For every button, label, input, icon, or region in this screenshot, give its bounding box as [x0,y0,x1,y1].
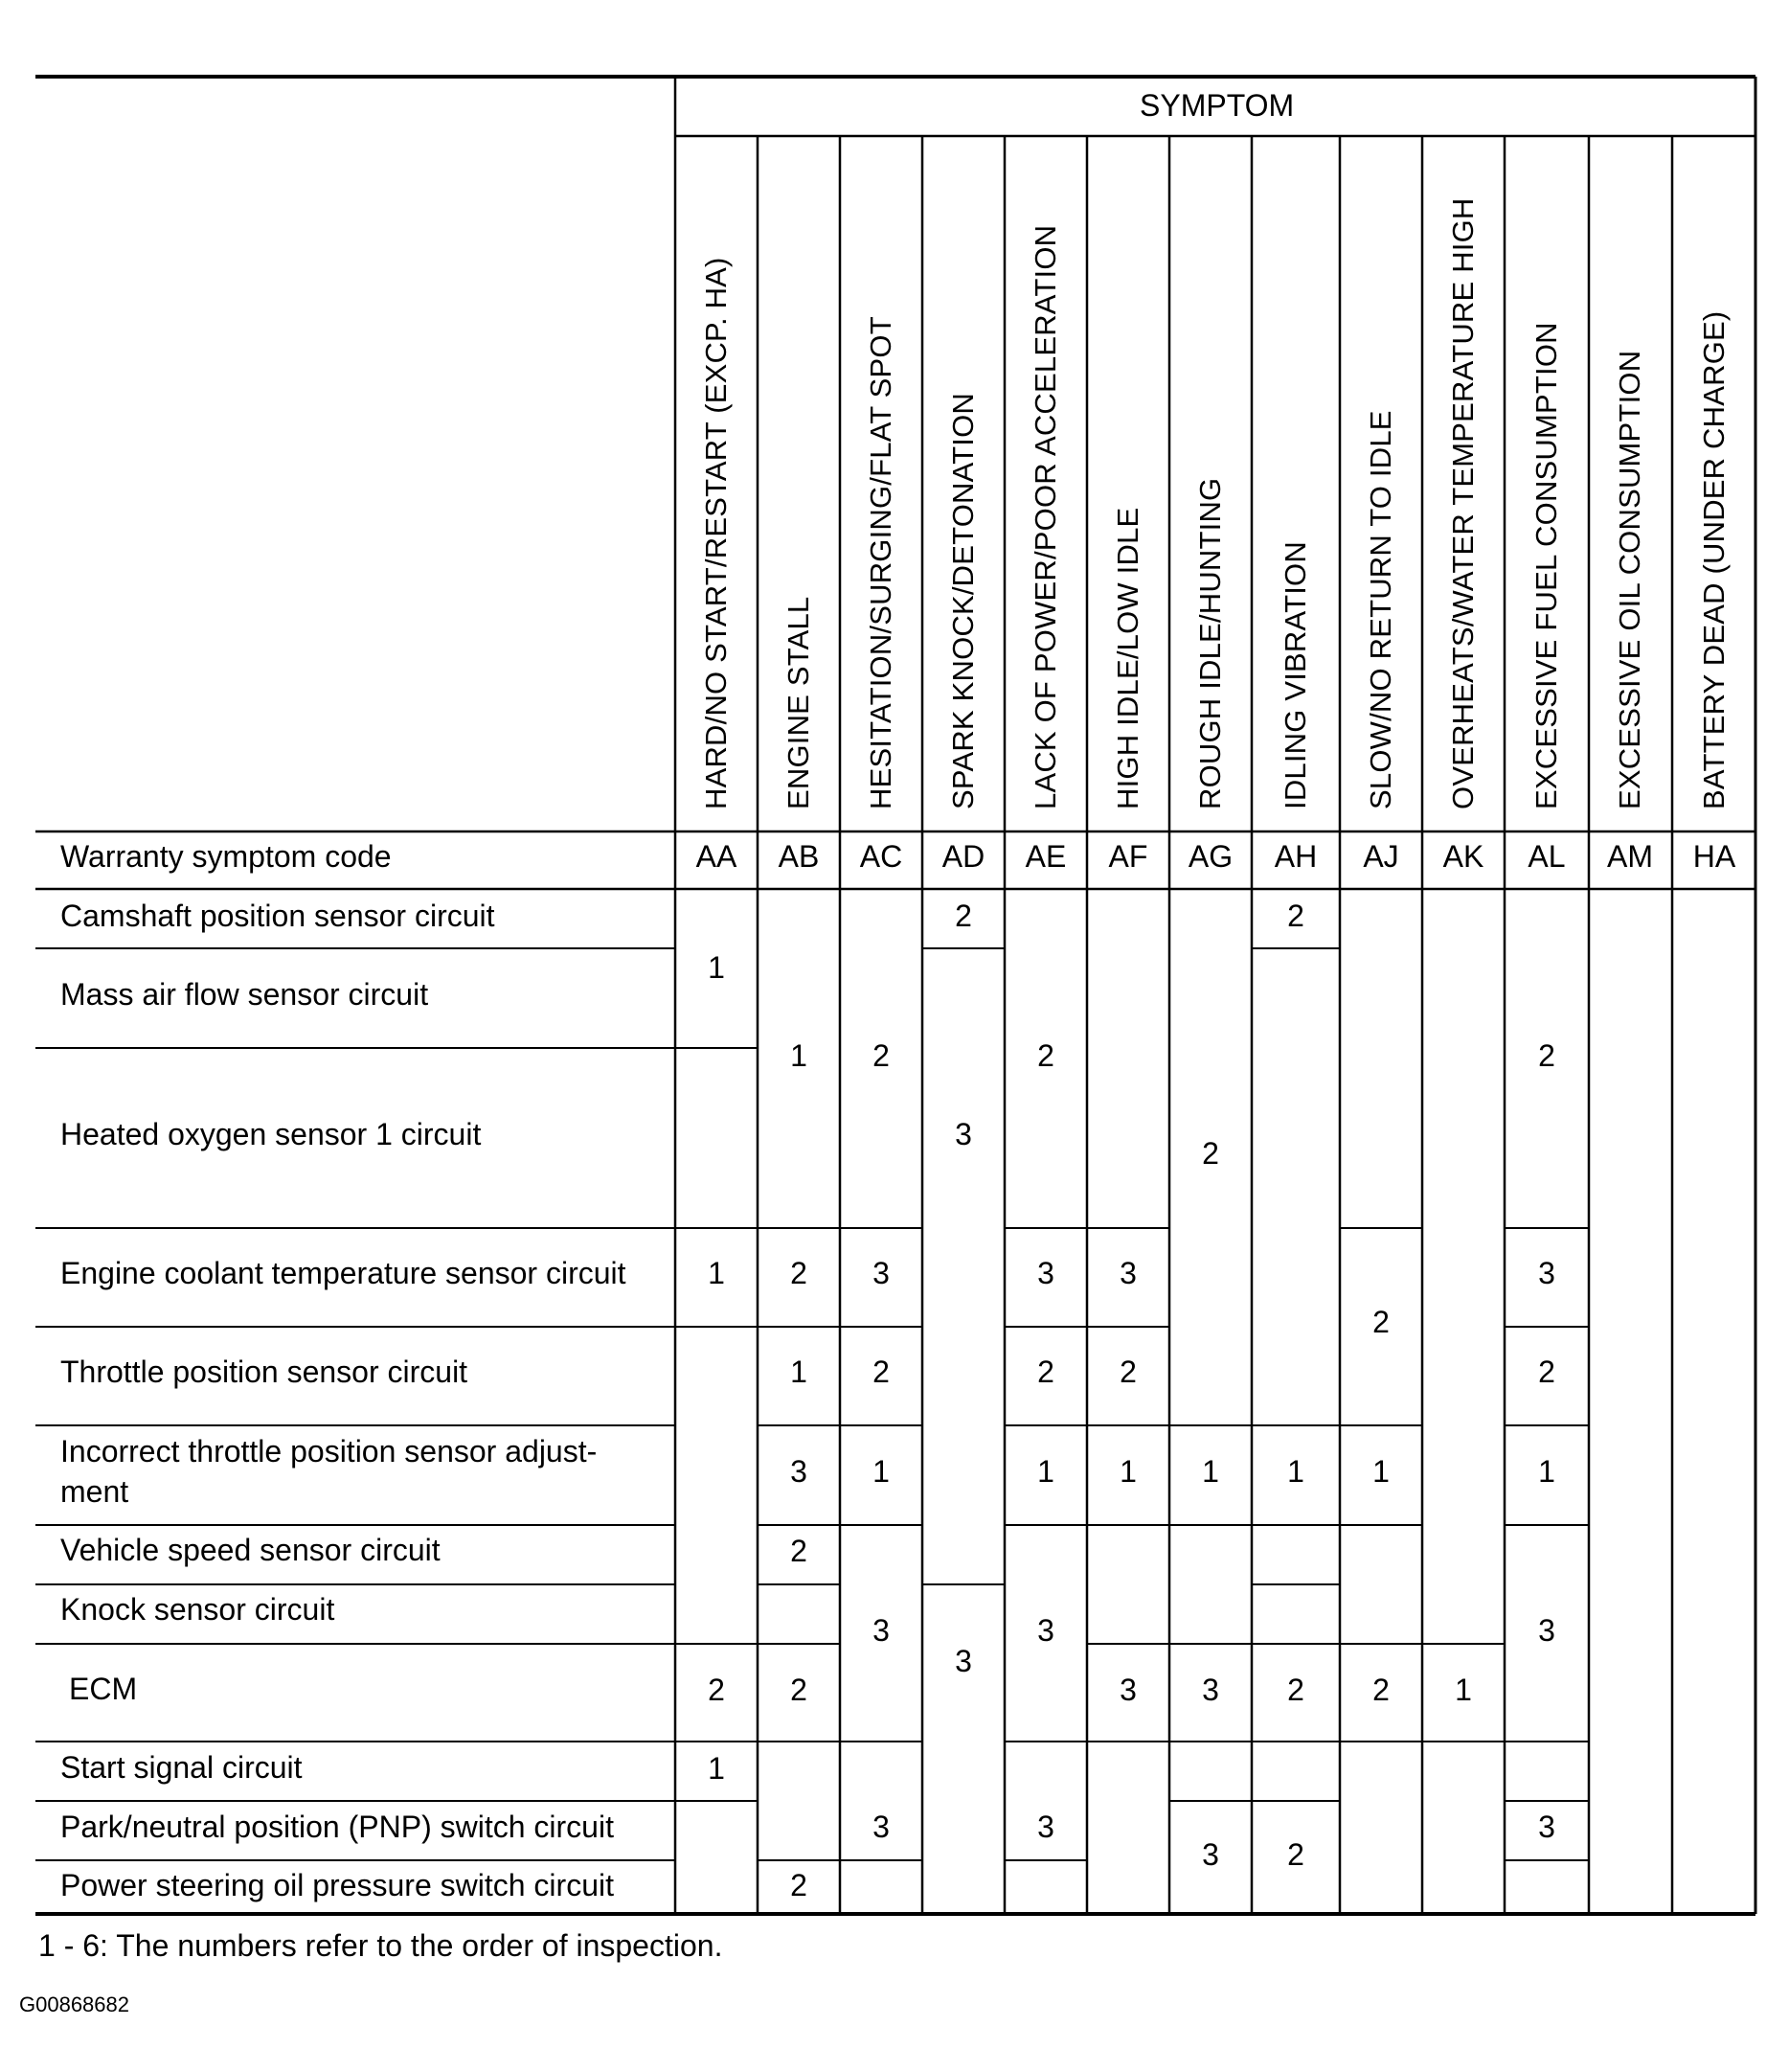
row-label-knock: Knock sensor circuit [60,1592,335,1627]
cell-value: 2 [1202,1136,1219,1171]
symptom-code: AG [1188,839,1234,874]
column-header-am: EXCESSIVE OIL CONSUMPTION [1613,350,1646,809]
cell-value: 2 [1287,899,1304,933]
cell-value: 2 [955,899,972,933]
cell-value: 2 [1037,1355,1054,1389]
cell-value: 1 [1202,1454,1219,1489]
row-label-tps: Throttle position sensor circuit [60,1355,468,1389]
symptom-code: AM [1607,839,1653,874]
cell-value: 2 [1037,1038,1054,1073]
cell-value: 2 [1120,1355,1137,1389]
row-label-vss: Vehicle speed sensor circuit [60,1533,441,1567]
row-label-camshaft: Camshaft position sensor circuit [60,899,495,933]
column-header-ah: IDLING VIBRATION [1279,541,1312,809]
cell-value: 3 [1202,1837,1219,1872]
symptom-code: AD [941,839,985,874]
cell-value: 2 [708,1673,725,1707]
cell-value: 2 [790,1868,807,1902]
column-header-ha: BATTERY DEAD (UNDER CHARGE) [1697,310,1731,809]
symptom-code: AL [1528,839,1566,874]
column-header-aj: SLOW/NO RETURN TO IDLE [1364,410,1397,809]
row-label-pnp: Park/neutral position (PNP) switch circuit [60,1810,614,1844]
column-header-al: EXCESSIVE FUEL CONSUMPTION [1529,322,1563,809]
symptom-code: AF [1108,839,1148,874]
figure-id: G00868682 [19,1992,129,2016]
cell-value: 1 [708,1751,725,1786]
cell-value: 3 [1120,1256,1137,1290]
cell-value: 1 [790,1355,807,1389]
symptom-code: AA [695,839,737,874]
cell-value: 3 [955,1644,972,1678]
symptom-code: AB [778,839,820,874]
column-header-aa: HARD/NO START/RESTART (EXCP. HA) [699,257,733,809]
column-header-ad: SPARK KNOCK/DETONATION [946,392,980,809]
symptom-code: AC [859,839,903,874]
cell-value: 3 [1538,1613,1555,1648]
column-header-ag: ROUGH IDLE/HUNTING [1193,477,1227,809]
cell-value: 2 [1287,1673,1304,1707]
cell-value: 1 [1372,1454,1390,1489]
cell-value: 3 [1538,1256,1555,1290]
cell-value: 3 [1120,1673,1137,1707]
cell-value: 2 [1538,1038,1555,1073]
cell-value: 2 [1372,1305,1390,1339]
row-label-tps-adjust-cont: ment [60,1474,129,1509]
row-label-start-signal: Start signal circuit [60,1750,303,1785]
cell-value: 3 [955,1117,972,1151]
column-header-ac: HESITATION/SURGING/FLAT SPOT [864,316,897,809]
cell-value: 3 [1037,1256,1054,1290]
cell-value: 1 [1037,1454,1054,1489]
row-label-tps-adjust: Incorrect throttle position sensor adjust- [60,1434,598,1469]
row-label-ho2s: Heated oxygen sensor 1 circuit [60,1117,482,1151]
symptom-code: AK [1442,839,1484,874]
cell-value: 2 [872,1355,890,1389]
cell-value: 3 [872,1256,890,1290]
cell-value: 2 [790,1534,807,1568]
cell-value: 1 [790,1038,807,1073]
column-header-af: HIGH IDLE/LOW IDLE [1111,507,1144,809]
row-label-maf: Mass air flow sensor circuit [60,977,429,1012]
symptom-code: AJ [1363,839,1399,874]
column-header-ae: LACK OF POWER/POOR ACCELERATION [1029,224,1062,809]
cell-value: 1 [708,950,725,985]
column-header-ak: OVERHEATS/WATER TEMPERATURE HIGH [1446,197,1480,809]
cell-value: 2 [872,1038,890,1073]
cell-value: 2 [1287,1837,1304,1872]
cell-value: 2 [1372,1673,1390,1707]
row-label-ecm: ECM [69,1672,138,1706]
cell-value: 1 [708,1256,725,1290]
symptom-code: AH [1274,839,1318,874]
cell-value: 2 [790,1673,807,1707]
cell-value: 3 [1538,1810,1555,1844]
cell-value: 1 [872,1454,890,1489]
cell-value: 3 [872,1613,890,1648]
row-label-ps-switch: Power steering oil pressure switch circuit [60,1868,614,1902]
row-label-ect: Engine coolant temperature sensor circuit [60,1256,626,1290]
cell-value: 3 [1037,1810,1054,1844]
footnote: 1 - 6: The numbers refer to the order of inspection. [38,1928,723,1963]
cell-value: 1 [1120,1454,1137,1489]
cell-value: 3 [790,1454,807,1489]
cell-value: 3 [1202,1673,1219,1707]
cell-value: 3 [872,1810,890,1844]
cell-value: 3 [1037,1613,1054,1648]
cell-value: 1 [1538,1454,1555,1489]
cell-value: 1 [1287,1454,1304,1489]
symptom-code: AE [1025,839,1067,874]
cell-value: 1 [1455,1673,1472,1707]
cell-value: 2 [790,1256,807,1290]
symptom-code: HA [1692,839,1736,874]
column-header-ab: ENGINE STALL [781,596,815,809]
code-row-label: Warranty symptom code [60,839,392,874]
cell-value: 2 [1538,1355,1555,1389]
symptom-header: SYMPTOM [1140,88,1295,123]
